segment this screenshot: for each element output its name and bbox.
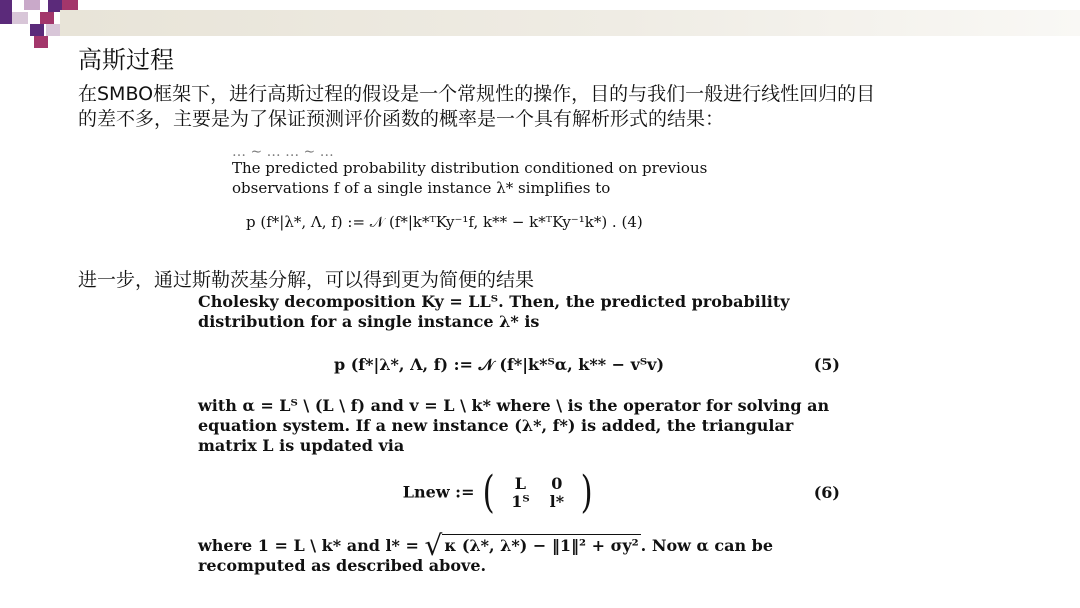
intro-paragraph: 在SMBO框架下，进行高斯过程的假设是一个常规性的操作，目的与我们一般进行线性回归的目的差不多，主要是为了保证预测评价函数的概率是一个具有解析形式的结果： [78,83,876,130]
excerpt1-text: The predicted probability distribution conditioned on previous observations f of a single instance λ* simplifies to [232,159,708,197]
equation-5: p (f*|λ*, Λ, f) := 𝒩 (f*|k*ᵀα, k** − vᵀv) [333,355,665,374]
matrix-cell: 0 [551,474,563,493]
excerpt2-middle: with α = Lᵀ \ (L \ f) and v = L \ k* where \ is the operator for solving an equation system. If a new instance (λ*, f*) is added, the triangular matrix L is updated via [198,396,830,455]
matrix-cell: L [514,474,527,493]
paper-excerpt-1 [232,148,722,232]
title-bar [60,10,1080,36]
equation-6-row [198,464,840,522]
followup-paragraph: 进一步，通过斯勒茨基分解，可以得到更为简便的结果 [78,269,535,291]
right-paren: ) [580,467,593,518]
equation-5-number: (5) [813,355,840,374]
excerpt2-end-prefix: where 1 = L \ k* and l* = [198,536,419,555]
matrix-cell: l* [549,492,565,511]
equation-6 [198,467,800,518]
truncated-line: … ∼ … … ∼ … [232,148,334,158]
slide-title: 高斯过程 [78,46,174,74]
paper-excerpt-2 [198,292,840,576]
equation-5-row [198,344,840,386]
matrix-cell: 1ᵀ [511,492,530,511]
matrix [480,467,595,518]
equation-6-lhs: Lnew := [402,482,475,502]
excerpt2-end [198,529,840,576]
excerpt2-end-suffix: . Now α can be recomputed as described above. [198,536,774,575]
excerpt2-intro: Cholesky decomposition Ky = LLᵀ. Then, the predicted probability distribution for a single instance λ* is [198,292,790,331]
equation-6-number: (6) [813,483,840,502]
left-paren: ( [482,467,495,518]
sqrt-sign: √ [424,529,443,562]
sqrt-expression: κ (λ*, λ*) − ‖1‖² + σy² [444,536,639,555]
equation-4: p (f*|λ*, Λ, f) := 𝒩 (f*|k*ᵀKy⁻¹f, k** − k*ᵀKy⁻¹k*) . (4) [246,213,643,231]
